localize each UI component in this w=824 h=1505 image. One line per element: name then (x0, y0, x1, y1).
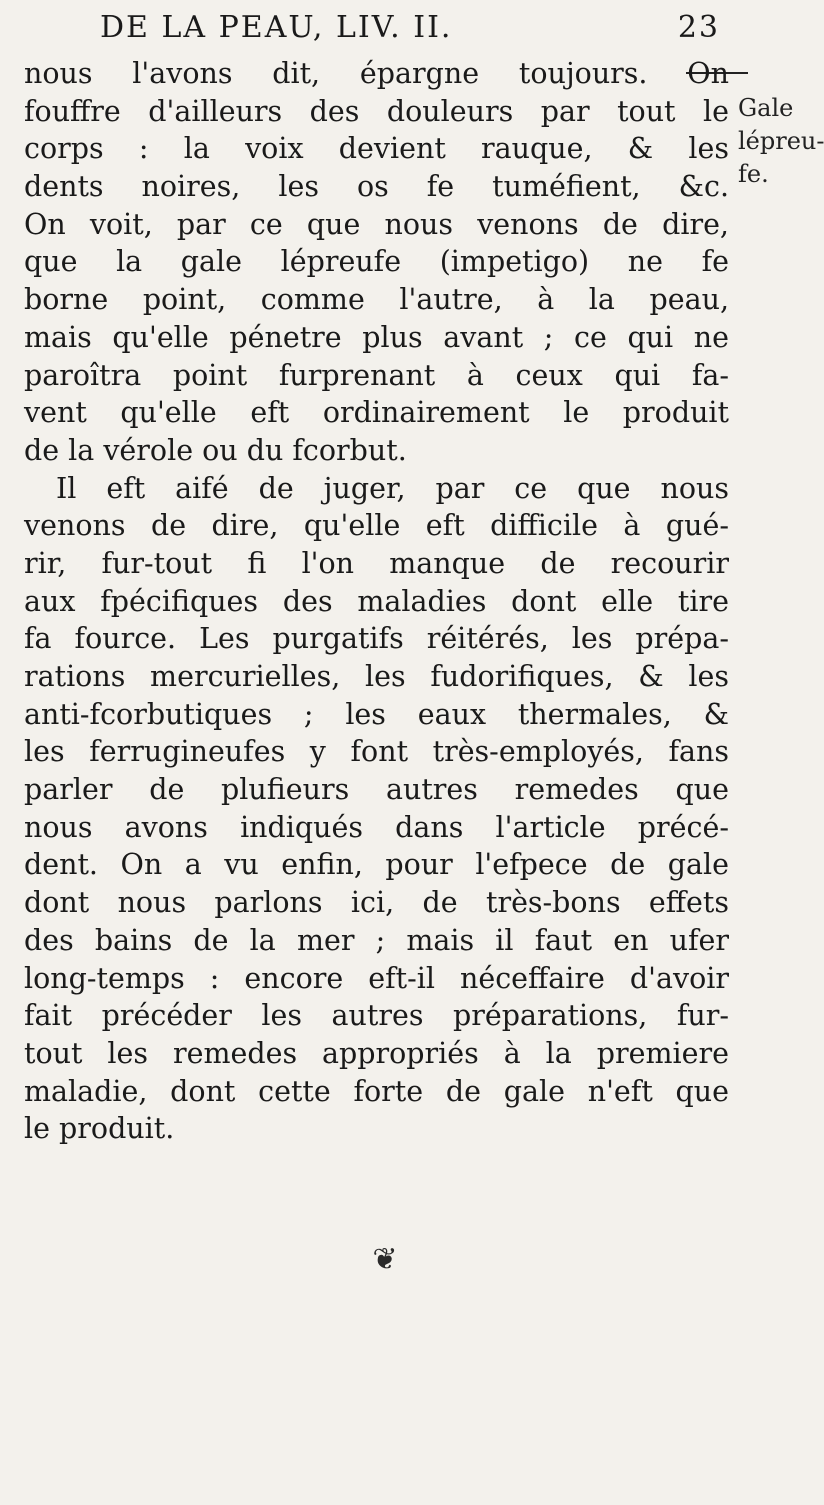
text-line: maladie, dont cette forte de gale n'eft que (24, 1074, 729, 1108)
text-line: dont nous parlons ici, de très-bons effets (24, 886, 729, 920)
text-line: le produit. (24, 1112, 175, 1146)
text-line: nous avons indiqués dans l'article précé- (24, 810, 729, 844)
text-line: venons de dire, qu'elle eft difficile à gué- (24, 509, 729, 543)
margin-note-line: Gale (738, 94, 794, 122)
text-line: tout les remedes appropriés à la premiere (24, 1036, 729, 1070)
margin-note (738, 58, 824, 191)
text-line: aux fpécifiques des maladies dont elle tire (24, 584, 729, 618)
text-line: les ferrugineufes y font très-employés, fans (24, 735, 729, 769)
running-title: DE LA PEAU, LIV. II. (100, 10, 453, 45)
text-line: borne point, comme l'autre, à la peau, (24, 283, 729, 317)
body-text (24, 55, 729, 1148)
text-line: parler de plufieurs autres remedes que (24, 773, 729, 807)
text-line: Il eft aifé de juger, par ce que nous (56, 471, 729, 505)
text-line: fait précéder les autres préparations, fur- (24, 999, 729, 1033)
text-line: dents noires, les os fe tuméfient, &c. (24, 170, 729, 204)
tailpiece-ornament: ❦ (372, 1242, 398, 1277)
text-line: nous l'avons dit, épargne toujours. On (24, 57, 729, 90)
text-line: fouffre d'ailleurs des douleurs par tout le (24, 94, 729, 128)
text-line: paroîtra point furprenant à ceux qui fa- (24, 358, 729, 392)
text-line: long-temps : encore eft-il néceffaire d'avoir (24, 961, 729, 995)
text-line: anti-fcorbutiques ; les eaux thermales, & (24, 697, 729, 731)
text-line: mais qu'elle pénetre plus avant ; ce qui ne (24, 320, 729, 354)
text-line: des bains de la mer ; mais il faut en ufer (24, 923, 729, 957)
page-number: 23 (677, 10, 720, 45)
text-line: rir, fur-tout fi l'on manque de recourir (24, 546, 729, 580)
text-line: de la vérole ou du fcorbut. (24, 433, 407, 467)
text-line: dent. On a vu enfin, pour l'efpece de gale (24, 848, 729, 882)
text-line: que la gale lépreufe (impetigo) ne fe (24, 245, 729, 279)
margin-note-line: fe. (738, 160, 769, 188)
text-line: vent qu'elle eft ordinairement le produit (24, 396, 729, 430)
text-line: corps : la voix devient rauque, & les (24, 132, 729, 166)
text-line: rations mercurielles, les fudorifiques, & les (24, 660, 729, 693)
text-line: On voit, par ce que nous venons de dire, (24, 207, 729, 241)
text-line: fa fource. Les purgatifs réitérés, les prépa- (24, 622, 729, 656)
margin-note-line: lépreu- (738, 127, 824, 155)
